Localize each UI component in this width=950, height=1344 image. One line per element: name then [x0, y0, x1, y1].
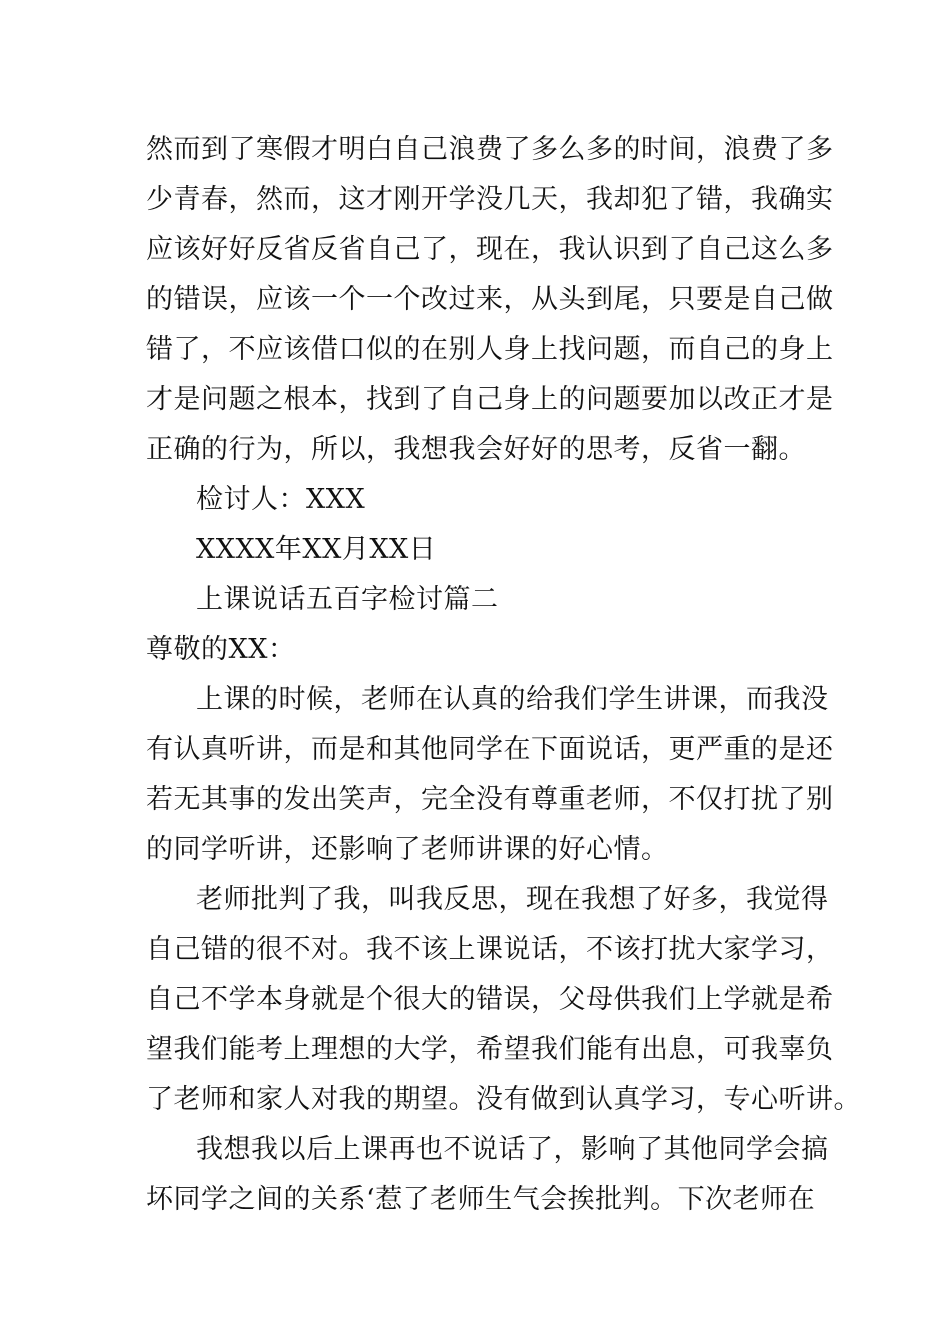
paragraph-1-line-7: 正确的行为，所以，我想我会好好的思考，反省一翻。: [146, 434, 806, 465]
paragraph-2-line-4: 的同学听讲，还影响了老师讲课的好心情。: [146, 834, 669, 865]
section-title: 上课说话五百字检讨篇二: [196, 584, 499, 615]
date: XXXX年XX月XX日: [196, 534, 437, 565]
paragraph-1-line-2: 少青春，然而，这才刚开学没几天，我却犯了错，我确实: [146, 184, 834, 215]
paragraph-3-line-1: 老师批判了我，叫我反思，现在我想了好多，我觉得: [196, 884, 829, 915]
paragraph-4-line-2: 坏同学之间的关系‘惹了老师生气会挨批判。下次老师在: [146, 1184, 816, 1215]
signature: 检讨人：XXX: [196, 484, 366, 515]
paragraph-2-line-1: 上课的时候，老师在认真的给我们学生讲课，而我没: [196, 684, 829, 715]
paragraph-3-line-5: 了老师和家人对我的期望。没有做到认真学习，专心听讲。: [146, 1084, 861, 1115]
paragraph-3-line-4: 望我们能考上理想的大学，希望我们能有出息，可我辜负: [146, 1034, 834, 1065]
paragraph-1-line-5: 错了，不应该借口似的在别人身上找问题，而自己的身上: [146, 334, 834, 365]
paragraph-1-line-1: 然而到了寒假才明白自己浪费了多么多的时间，浪费了多: [146, 134, 834, 165]
paragraph-1-line-4: 的错误，应该一个一个改过来，从头到尾，只要是自己做: [146, 284, 834, 315]
salutation: 尊敬的XX：: [146, 634, 296, 665]
paragraph-1-line-6: 才是问题之根本，找到了自己身上的问题要加以改正才是: [146, 384, 834, 415]
paragraph-4-line-1: 我想我以后上课再也不说话了，影响了其他同学会搞: [196, 1134, 829, 1165]
paragraph-3-line-2: 自己错的很不对。我不该上课说话，不该打扰大家学习，: [146, 934, 834, 965]
paragraph-3-line-3: 自己不学本身就是个很大的错误，父母供我们上学就是希: [146, 984, 834, 1015]
paragraph-2-line-3: 若无其事的发出笑声，完全没有尊重老师，不仅打扰了别: [146, 784, 834, 815]
paragraph-1-line-3: 应该好好反省反省自己了，现在，我认识到了自己这么多: [146, 234, 834, 265]
paragraph-2-line-2: 有认真听讲，而是和其他同学在下面说话，更严重的是还: [146, 734, 834, 765]
